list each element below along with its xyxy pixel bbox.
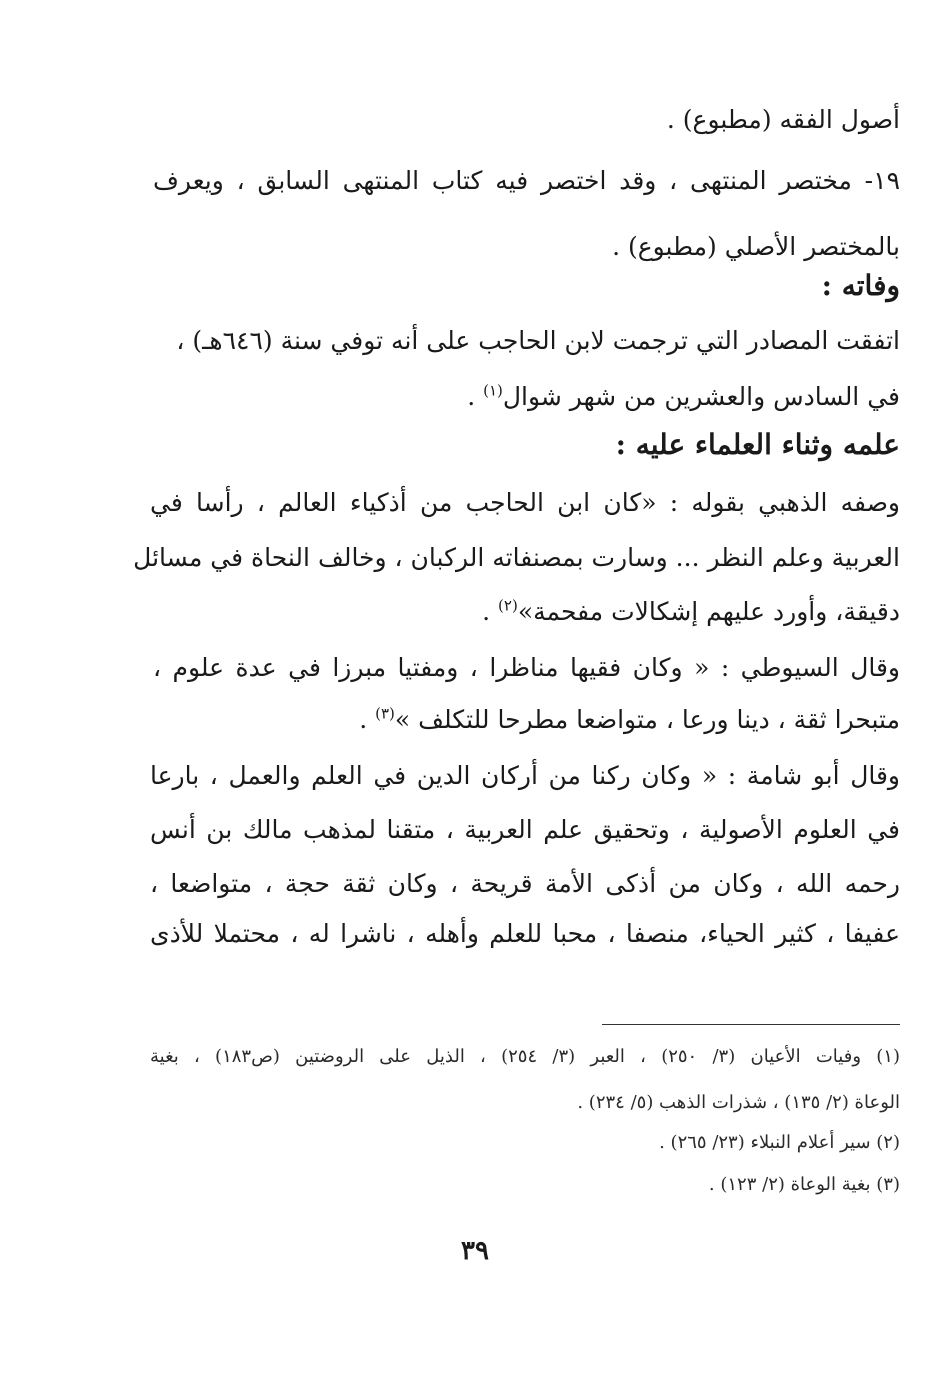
text-line bbox=[150, 592, 900, 632]
text-line: في العلوم الأصولية ، وتحقيق علم العربية ، متقنا لمذهب مالك بن أنس bbox=[150, 815, 900, 844]
text-line: وصفه الذهبي بقوله : «كان ابن الحاجب من أذكياء العالم ، رأسا في bbox=[150, 488, 900, 517]
text-line: اتفقت المصادر التي ترجمت لابن الحاجب على أنه توفي سنة (٦٤٦هـ) ، bbox=[176, 326, 900, 355]
footnote-ref: (٣) bbox=[375, 704, 395, 723]
text-line: أصول الفقه (مطبوع) . bbox=[666, 105, 900, 134]
text-run: . bbox=[467, 382, 484, 411]
text-line: عفيفا ، كثير الحياء، منصفا ، محبا للعلم وأهله ، ناشرا له ، محتملا للأذى bbox=[150, 919, 900, 948]
text-run: متبحرا ثقة ، دينا ورعا ، متواضعا مطرحا للتكلف » bbox=[394, 705, 900, 734]
footnote-ref: (١) bbox=[483, 381, 503, 400]
text-line: رحمه الله ، وكان من أذكى الأمة قريحة ، وكان ثقة حجة ، متواضعا ، bbox=[150, 869, 900, 898]
footnote-line: الوعاة (٢/ ١٣٥) ، شذرات الذهب (٥/ ٢٣٤) . bbox=[577, 1092, 900, 1113]
text-run: . bbox=[359, 705, 376, 734]
text-line bbox=[150, 377, 900, 417]
footnote-line: (٢) سير أعلام النبلاء (٢٣/ ٢٦٥) . bbox=[659, 1132, 900, 1153]
section-heading-knowledge: علمه وثناء العلماء عليه : bbox=[615, 428, 900, 461]
text-run: . bbox=[482, 597, 499, 626]
footnote-line: (٣) بغية الوعاة (٢/ ١٢٣) . bbox=[708, 1174, 900, 1195]
footnote-ref: (٢) bbox=[498, 596, 518, 615]
text-run: في السادس والعشرين من شهر شوال bbox=[502, 382, 900, 411]
page-number: ٣٩ bbox=[461, 1236, 489, 1266]
section-heading-death: وفاته : bbox=[821, 269, 900, 302]
text-line: بالمختصر الأصلي (مطبوع) . bbox=[612, 232, 900, 261]
text-run: دقيقة، وأورد عليهم إشكالات مفحمة» bbox=[517, 597, 900, 626]
text-line: ١٩- مختصر المنتهى ، وقد اختصر فيه كتاب المنتهى السابق ، ويعرف bbox=[153, 166, 900, 195]
text-line: وقال السيوطي : « وكان فقيها مناظرا ، ومفتيا مبرزا في عدة علوم ، bbox=[153, 653, 900, 682]
text-line bbox=[150, 700, 900, 740]
text-line: وقال أبو شامة : « وكان ركنا من أركان الدين في العلم والعمل ، بارعا bbox=[150, 761, 900, 790]
footnote-divider bbox=[602, 1024, 900, 1025]
footnote-line: (١) وفيات الأعيان (٣/ ٢٥٠) ، العبر (٣/ ٢٥٤) ، الذيل على الروضتين (ص١٨٣) ، بغية bbox=[150, 1046, 900, 1067]
text-line: العربية وعلم النظر ... وسارت بمصنفاته الركبان ، وخالف النحاة في مسائل bbox=[133, 543, 900, 572]
